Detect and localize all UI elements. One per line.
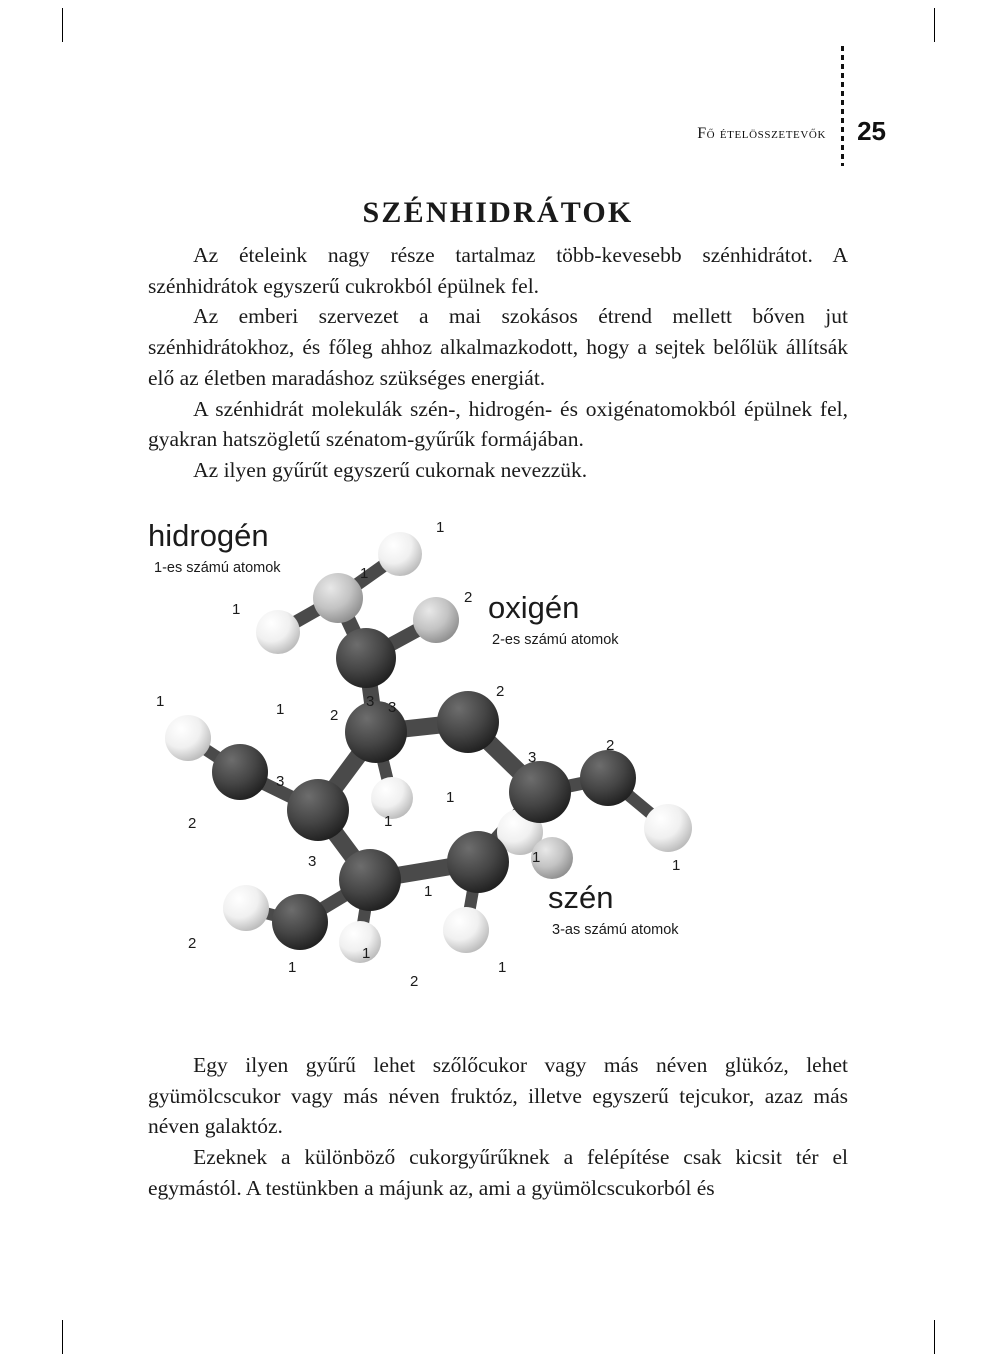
atom-hydrogen (644, 804, 692, 852)
atom-number: 1 (156, 693, 165, 710)
paragraph: Az ételeink nagy része tartalmaz több-kevesebb szénhidrátot. A szénhidrátok egyszerű cukrokból épülnek fel. (148, 243, 848, 298)
atom-number: 3 (366, 693, 375, 710)
atom-number: 1 (436, 519, 445, 536)
running-head-label: Fő ételösszetevők (697, 125, 826, 142)
atom-number: 3 (308, 853, 317, 870)
atom-carbon (437, 691, 499, 753)
atom-number: 1 (498, 959, 507, 976)
running-head (0, 118, 996, 158)
page-number: 25 (857, 116, 886, 146)
crop-mark-top-left (62, 8, 63, 42)
paragraph: Az ilyen gyűrűt egyszerű cukornak nevezzük. (193, 458, 588, 483)
atom-number: 1 (424, 883, 433, 900)
atom-carbon (272, 894, 328, 950)
molecule-diagram (148, 510, 848, 1040)
atom-carbon (339, 849, 401, 911)
atom-number: 2 (464, 589, 473, 606)
text-column-bottom (148, 1050, 848, 1204)
atom-hydrogen (339, 921, 381, 963)
atom-carbon (287, 779, 349, 841)
atom-hydrogen (443, 907, 489, 953)
legend-carbon (548, 880, 679, 938)
atom-number: 1 (360, 565, 369, 582)
atom-number: 1 (362, 945, 371, 962)
atom-number: 3 (276, 773, 285, 790)
crop-mark-bottom-left (62, 1320, 63, 1354)
crop-mark-bottom-right (934, 1320, 935, 1354)
atom-number: 3 (528, 749, 537, 766)
paragraph: Egy ilyen gyűrű lehet szőlőcukor vagy más néven glükóz, lehet gyümölcscukor vagy más néven fruktóz, illetve egyszerű tejcukor, azaz más néven galaktóz. (148, 1053, 848, 1139)
atom-hydrogen (378, 532, 422, 576)
atom-number: 1 (288, 959, 297, 976)
legend-subtitle: 1-es számú atomok (154, 560, 281, 576)
atom-carbon (580, 750, 636, 806)
paragraph: A szénhidrát molekulák szén-, hidrogén- és oxigénatomokból épülnek fel, gyakran hatszögletű szénatom-gyűrűk formájában. (148, 396, 848, 452)
atom-number: 1 (532, 849, 541, 866)
atom-number: 1 (276, 701, 285, 718)
atom-number: 2 (188, 935, 197, 952)
legend-title: hidrogén (148, 518, 269, 553)
atom-carbon (345, 701, 407, 763)
atom-hydrogen (165, 715, 211, 761)
atom-number: 2 (606, 737, 615, 754)
molecule-figure (148, 510, 848, 1040)
atom-number: 1 (672, 857, 681, 874)
legend-oxygen (488, 590, 619, 648)
crop-mark-top-right (934, 8, 935, 42)
atom-carbon (212, 744, 268, 800)
atom-number: 2 (330, 707, 339, 724)
paragraph: Az emberi szervezet a mai szokásos étrend mellett bőven jut szénhidrátokhoz, és főleg ahhoz alkalmazkodott, hogy a sejtek belőlük állítsák elő az életben maradáshoz szükséges energiát. (148, 304, 848, 390)
atom-hydrogen (256, 610, 300, 654)
atom-carbon (336, 628, 396, 688)
atom-oxygen (313, 573, 363, 623)
legend-subtitle: 2-es számú atomok (492, 632, 619, 648)
atom-carbon (447, 831, 509, 893)
legend-subtitle: 3-as számú atomok (552, 922, 679, 938)
paragraph: Ezeknek a különböző cukorgyűrűknek a felépítése csak kicsit tér el egymástól. A testünkben a májunk az, ami a gyümölcscukorból és (148, 1145, 848, 1200)
atom-oxygen (413, 597, 459, 643)
atom-number: 1 (232, 601, 241, 618)
legend-title: oxigén (488, 590, 580, 625)
atom-number: 2 (410, 973, 419, 990)
page-title: SZÉNHIDRÁTOK (362, 196, 634, 229)
atom-hydrogen (223, 885, 269, 931)
atom-number: 2 (496, 683, 505, 700)
text-column-top (148, 196, 848, 486)
legend-hydrogen (148, 518, 281, 576)
atom-number: 1 (384, 813, 393, 830)
atom-number: 2 (188, 815, 197, 832)
header-dotted-rule (841, 46, 844, 166)
atom-number: 1 (446, 789, 455, 806)
atom-number: 3 (388, 699, 397, 716)
atom-carbon (509, 761, 571, 823)
legend-title: szén (548, 880, 614, 915)
